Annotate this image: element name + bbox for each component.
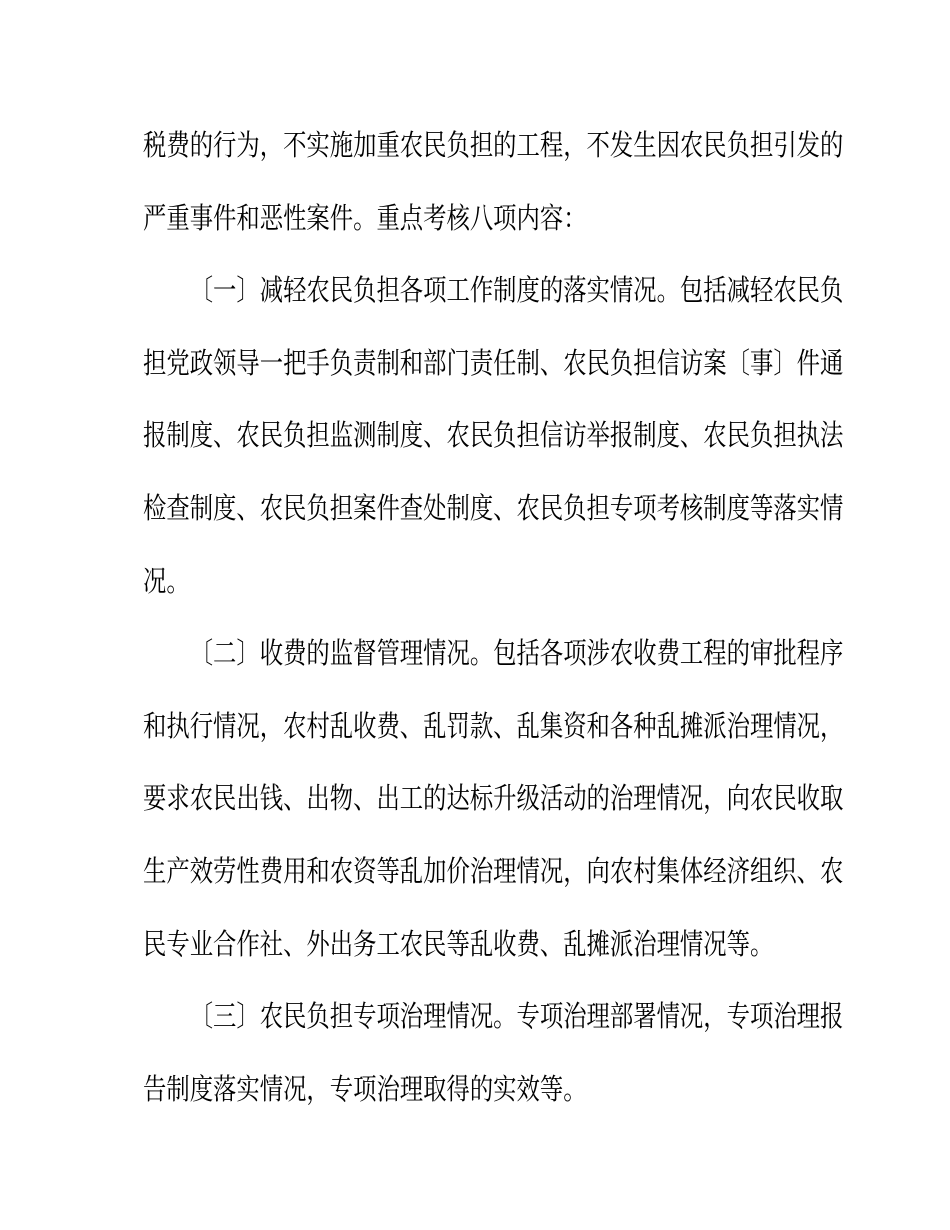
text-line: 民专业合作社、外出务工农民等乱收费、乱摊派治理情况等。	[143, 928, 774, 961]
text-line: 要求农民出钱、出物、出工的达标升级活动的治理情况，向农民收取	[143, 783, 844, 816]
document-body	[143, 110, 872, 1126]
text-line: 生产效劳性费用和农资等乱加价治理情况，向农村集体经济组织、农	[143, 855, 844, 888]
text-line: 严重事件和恶性案件。重点考核八项内容：	[143, 202, 587, 235]
text-line: 〔一〕减轻农民负担各项工作制度的落实情况。包括减轻农民负	[189, 275, 844, 308]
text-line: 和执行情况，农村乱收费、乱罚款、乱集资和各种乱摊派治理情况，	[143, 710, 844, 743]
paragraph	[143, 981, 872, 1126]
text-line: 检查制度、农民负担案件查处制度、农民负担专项考核制度等落实情	[143, 492, 844, 525]
paragraph	[143, 618, 872, 981]
text-line: 况。	[143, 565, 190, 598]
paragraph	[143, 255, 872, 618]
text-line: 担党政领导一把手负责制和部门责任制、农民负担信访案〔事〕件通	[143, 347, 844, 380]
text-line: 告制度落实情况，专项治理取得的实效等。	[143, 1073, 587, 1106]
paragraph	[143, 110, 872, 255]
text-line: 〔三〕农民负担专项治理情况。专项治理部署情况，专项治理报	[189, 1001, 844, 1034]
text-line: 税费的行为，不实施加重农民负担的工程，不发生因农民负担引发的	[143, 130, 844, 162]
text-line: 报制度、农民负担监测制度、农民负担信访举报制度、农民负担执法	[143, 420, 844, 453]
text-line: 〔二〕收费的监督管理情况。包括各项涉农收费工程的审批程序	[189, 638, 844, 671]
